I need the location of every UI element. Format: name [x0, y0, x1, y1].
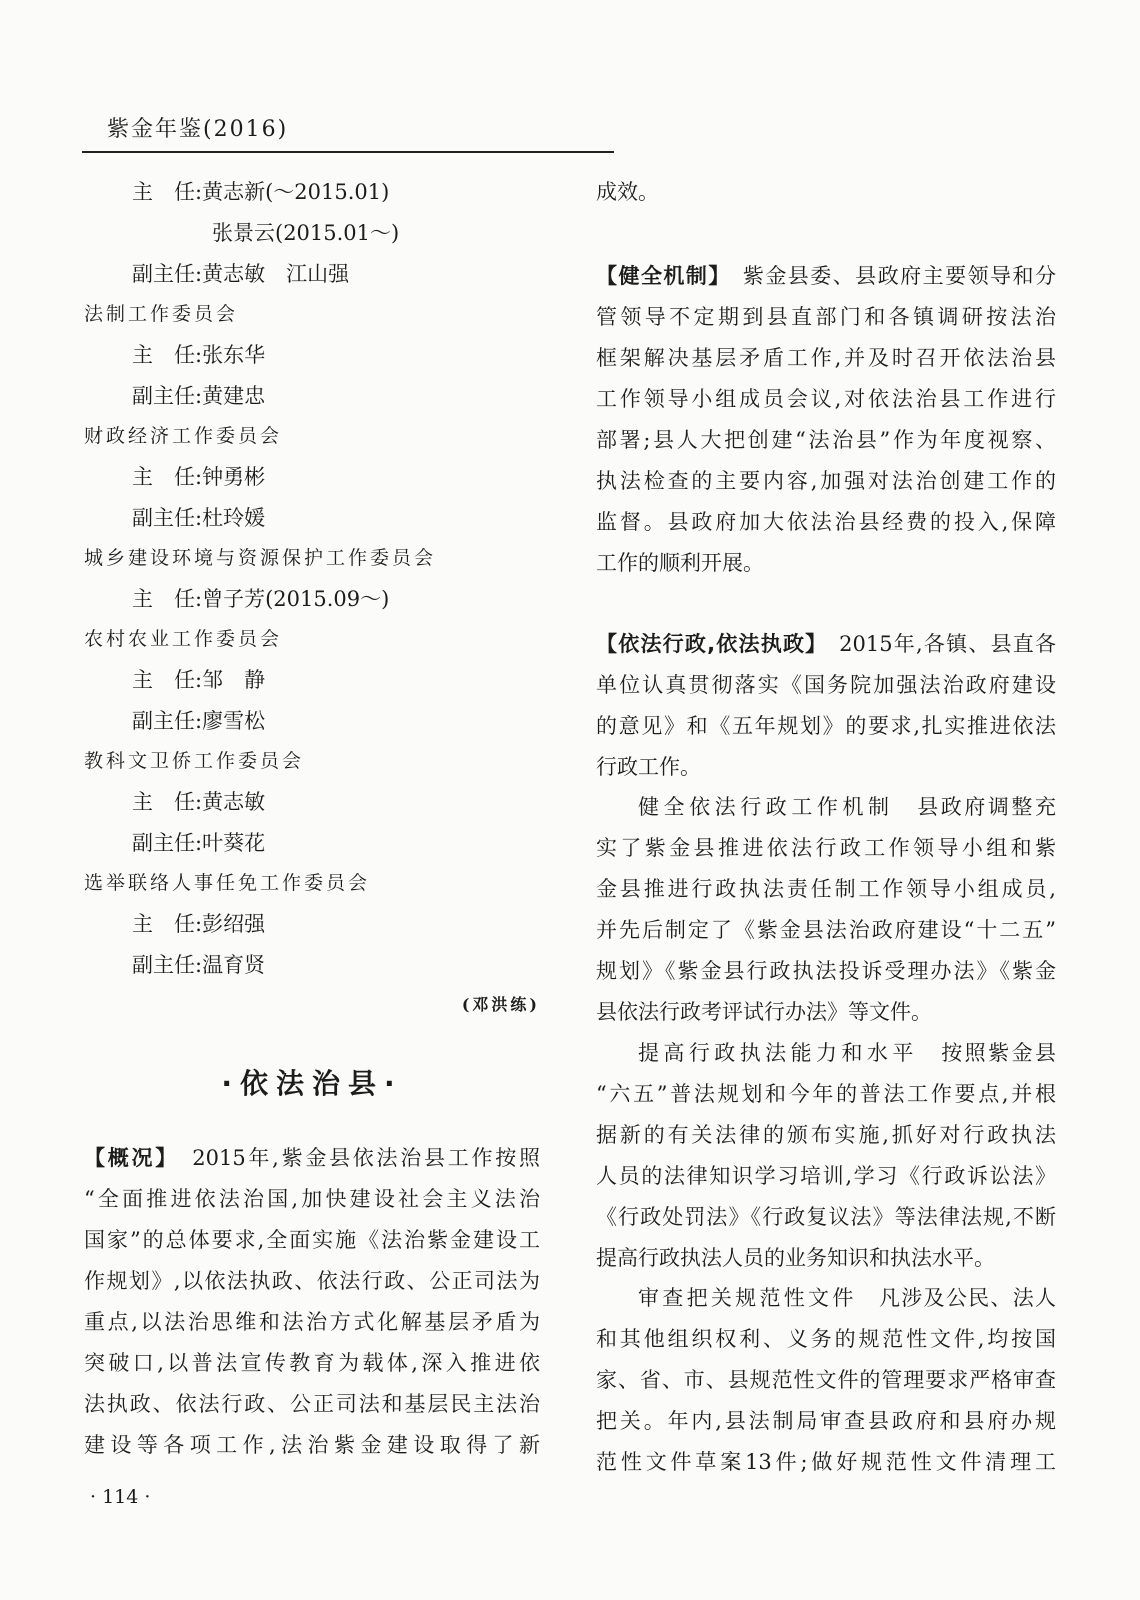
admin-label: 【依法行政,依法执政】	[596, 632, 817, 656]
committee-name: 财政经济工作委员会	[84, 425, 283, 447]
paragraph-line: 成效。	[596, 180, 659, 204]
mechanism-line: 执法检查的主要内容,加强对法治创建工作的	[596, 469, 1056, 493]
overview-line: 重点,以法治思维和法治方式化解基层矛盾为	[84, 1310, 540, 1334]
subsection-line: 金县推进行政执法责任制工作领导小组成员,	[596, 877, 1056, 901]
admin-line: 单位认真贯彻落实《国务院加强法治政府建设	[596, 673, 1056, 697]
subsection-line: 实了紫金县推进依法行政工作领导小组和紫	[596, 836, 1056, 860]
subsection-line: 范性文件草案13件;做好规范性文件清理工	[596, 1450, 1056, 1474]
page-number: · 114 ·	[90, 1486, 151, 1508]
subsection-line: 家、省、市、县规范性文件的管理要求严格审查	[596, 1368, 1056, 1392]
mechanism-line: 部署;县人大把创建“法治县”作为年度视察、	[596, 428, 1056, 452]
director-line: 主 任:彭绍强	[132, 912, 266, 936]
admin-line: 的意见》和《五年规划》的要求,扎实推进依法	[596, 714, 1056, 738]
subsection-text: 按照紫金县	[941, 1041, 1056, 1065]
deputy-line: 副主任:叶葵花	[132, 831, 266, 855]
overview-line: 法执政、依法行政、公正司法和基层民主法治	[84, 1392, 540, 1416]
subsection-head: 健全依法行政工作机制	[638, 795, 894, 819]
mechanism-line: 工作的顺利开展。	[596, 551, 764, 575]
committee-name: 农村农业工作委员会	[84, 628, 283, 650]
mechanism-line	[596, 256, 1056, 297]
director-line: 主 任:黄志敏	[132, 790, 266, 814]
committee-name: 城乡建设环境与资源保护工作委员会	[84, 547, 437, 569]
subsection-line: 县依法行政考评试行办法》等文件。	[596, 1000, 932, 1024]
committee-name: 教科文卫侨工作委员会	[84, 750, 305, 772]
director-line: 主 任:张东华	[132, 343, 266, 367]
mechanism-line: 管领导不定期到县直部门和各镇调研按法治	[596, 305, 1056, 329]
overview-label: 【概况】	[84, 1146, 169, 1170]
director-line: 主 任:钟勇彬	[132, 465, 266, 489]
overview-line: 国家”的总体要求,全面实施《法治紫金建设工	[84, 1228, 540, 1252]
section-title: ·依法治县·	[221, 1067, 403, 1100]
admin-text: 2015年,各镇、县直各	[839, 632, 1057, 656]
subsection-line: 提高行政执法人员的业务知识和执法水平。	[596, 1246, 995, 1270]
running-header: 紫金年鉴(2016)	[107, 117, 289, 142]
overview-line: “全面推进依法治国,加快建设社会主义法治	[84, 1187, 540, 1211]
overview-line: 突破口,以普法宣传教育为载体,深入推进依	[84, 1351, 540, 1375]
deputy-line: 副主任:温育贤	[132, 953, 266, 977]
overview-line	[84, 1138, 540, 1179]
committee-name: 法制工作委员会	[84, 303, 239, 325]
deputy-line: 副主任:黄建忠	[132, 384, 266, 408]
subsection-head: 审查把关规范性文件	[638, 1286, 857, 1310]
overview-line: 建设等各项工作,法治紫金建设取得了新	[84, 1433, 540, 1457]
mechanism-line: 框架解决基层矛盾工作,并及时召开依法治县	[596, 346, 1056, 370]
subsection-line: 把关。年内,县法制局审查县政府和县府办规	[596, 1409, 1056, 1433]
mechanism-label: 【健全机制】	[596, 264, 721, 288]
director-line: 主 任:黄志新(～2015.01)	[132, 180, 390, 204]
subsection-line: 据新的有关法律的颁布实施,抓好对行政执法	[596, 1123, 1056, 1147]
subsection-line	[638, 787, 1056, 828]
mechanism-line: 工作领导小组成员会议,对依法治县工作进行	[596, 387, 1056, 411]
subsection-head: 提高行政执法能力和水平	[638, 1041, 918, 1065]
deputy-line: 副主任:杜玲媛	[132, 506, 266, 530]
director-line: 张景云(2015.01～)	[212, 221, 400, 245]
subsection-line: 人员的法律知识学习培训,学习《行政诉讼法》	[596, 1164, 1056, 1188]
subsection-line: 规划》《紫金县行政执法投诉受理办法》《紫金	[596, 959, 1056, 983]
subsection-line	[638, 1033, 1056, 1074]
subsection-line: “六五”普法规划和今年的普法工作要点,并根	[596, 1082, 1056, 1106]
director-line: 主 任:邹 静	[132, 668, 266, 692]
subsection-line: 和其他组织权利、义务的规范性文件,均按国	[596, 1327, 1056, 1351]
director-line: 主 任:曾子芳(2015.09～)	[132, 587, 390, 611]
subsection-text: 凡涉及公民、法人	[878, 1286, 1057, 1310]
admin-line	[596, 624, 1056, 665]
subsection-line: 《行政处罚法》《行政复议法》等法律法规,不断	[596, 1205, 1056, 1229]
mechanism-text: 紫金县委、县政府主要领导和分	[742, 264, 1057, 288]
header-rule	[82, 151, 614, 153]
deputy-line: 副主任:廖雪松	[132, 709, 266, 733]
subsection-text: 县政府调整充	[917, 795, 1056, 819]
deputy-line: 副主任:黄志敏 江山强	[132, 262, 350, 286]
mechanism-line: 监督。县政府加大依法治县经费的投入,保障	[596, 510, 1056, 534]
committee-name: 选举联络人事任免工作委员会	[84, 872, 371, 894]
subsection-line: 并先后制定了《紫金县法治政府建设“十二五”	[596, 918, 1056, 942]
subsection-line	[638, 1278, 1056, 1319]
admin-line: 行政工作。	[596, 755, 701, 779]
overview-line: 作规划》,以依法执政、依法行政、公正司法为	[84, 1269, 540, 1293]
author-signature: (邓洪练)	[461, 995, 540, 1014]
overview-text: 2015年,紫金县依法治县工作按照	[192, 1146, 541, 1170]
